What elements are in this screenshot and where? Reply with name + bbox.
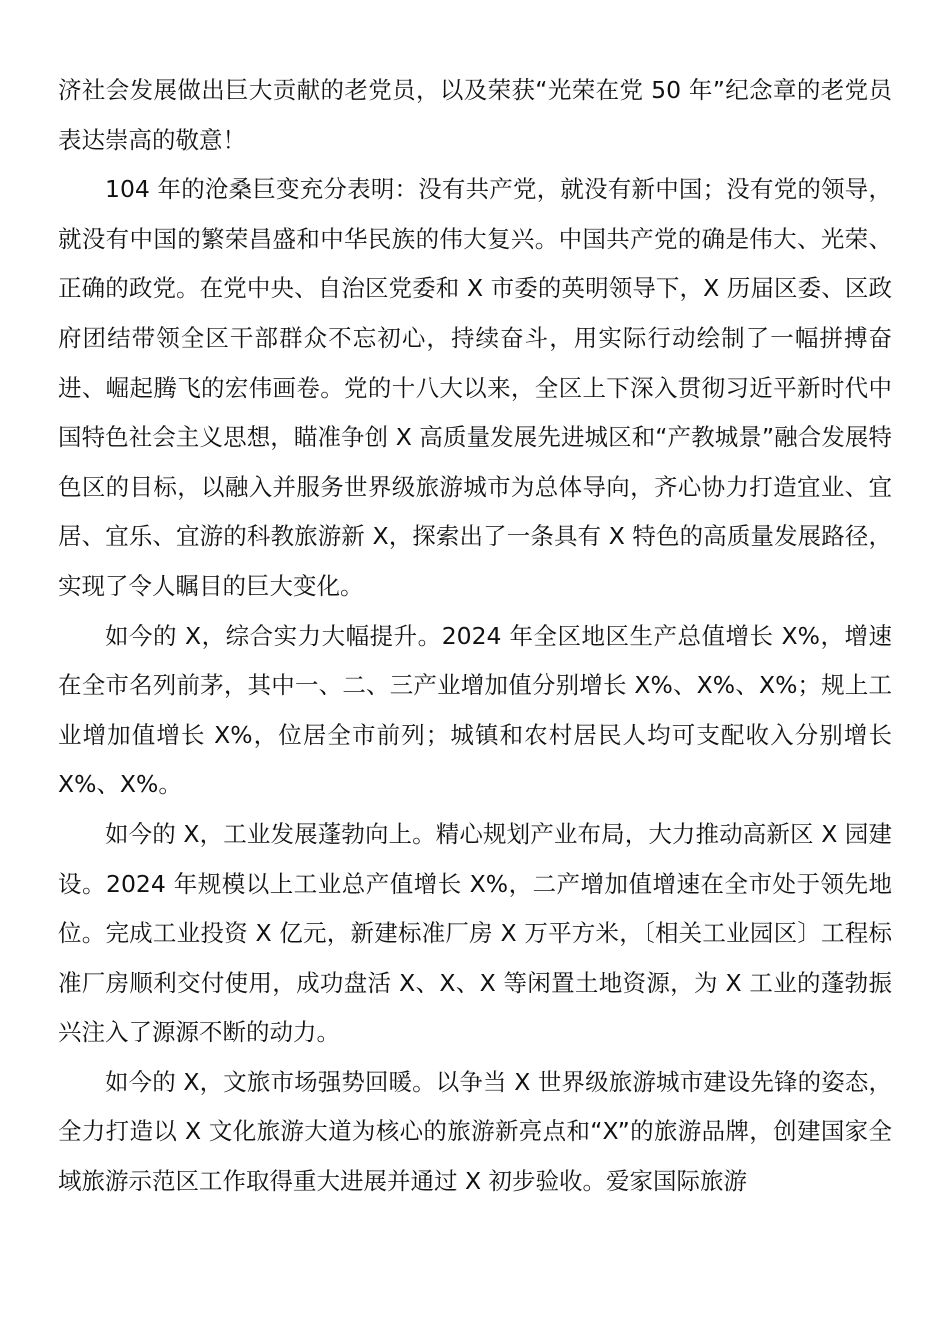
paragraph-culture-tourism: 如今的 X，文旅市场强势回暖。以争当 X 世界级旅游城市建设先锋的姿态，全力打造以 X 文化旅游大道为核心的旅游新亮点和“X”的旅游品牌，创建国家全域旅游示范区工作取得重大进展并通过 X 初步验收。爱家国际旅游: [58, 1067, 892, 1196]
paragraph-industrial-development: 如今的 X，工业发展蓬勃向上。精心规划产业布局，大力推动高新区 X 园建设。2024 年规模以上工业总产值增长 X%，二产增加值增速在全市处于领先地位。完成工业投资 X 亿元，新建标准厂房 X 万平方米，〔相关工业园区〕工程标准厂房顺利交付使用，成功盘活 X、X、X 等闲置土地资源，为 X 工业的蓬勃振兴注入了源源不断的动力。: [58, 819, 892, 1047]
paragraph-continuation: 济社会发展做出巨大贡献的老党员，以及荣获“光荣在党 50 年”纪念章的老党员表达崇高的敬意！: [58, 76, 892, 154]
paragraph-historic-change: 104 年的沧桑巨变充分表明：没有共产党，就没有新中国；没有党的领导，就没有中国的繁荣昌盛和中华民族的伟大复兴。中国共产党的确是伟大、光荣、正确的政党。在党中央、自治区党委和 X 市委的英明领导下，X 历届区委、区政府团结带领全区干部群众不忘初心，持续奋斗，用实际行动绘制了一幅拼搏奋进、崛起腾飞的宏伟画卷。党的十八大以来，全区上下深入贯彻习近平新时代中国特色社会主义思想，瞄准争创 X 高质量发展先进城区和“产教城景”融合发展特色区的目标，以融入并服务世界级旅游城市为总体导向，齐心协力打造宜业、宜居、宜乐、宜游的科教旅游新 X，探索出了一条具有 X 特色的高质量发展路径，实现了令人瞩目的巨大变化。: [58, 175, 892, 600]
document-body: [58, 66, 892, 1207]
paragraph-economic-strength: 如今的 X，综合实力大幅提升。2024 年全区地区生产总值增长 X%，增速在全市名列前茅，其中一、二、三产业增加值分别增长 X%、X%、X%；规上工业增加值增长 X%，位居全市前列；城镇和农村居民人均可支配收入分别增长 X%、X%。: [58, 621, 892, 799]
